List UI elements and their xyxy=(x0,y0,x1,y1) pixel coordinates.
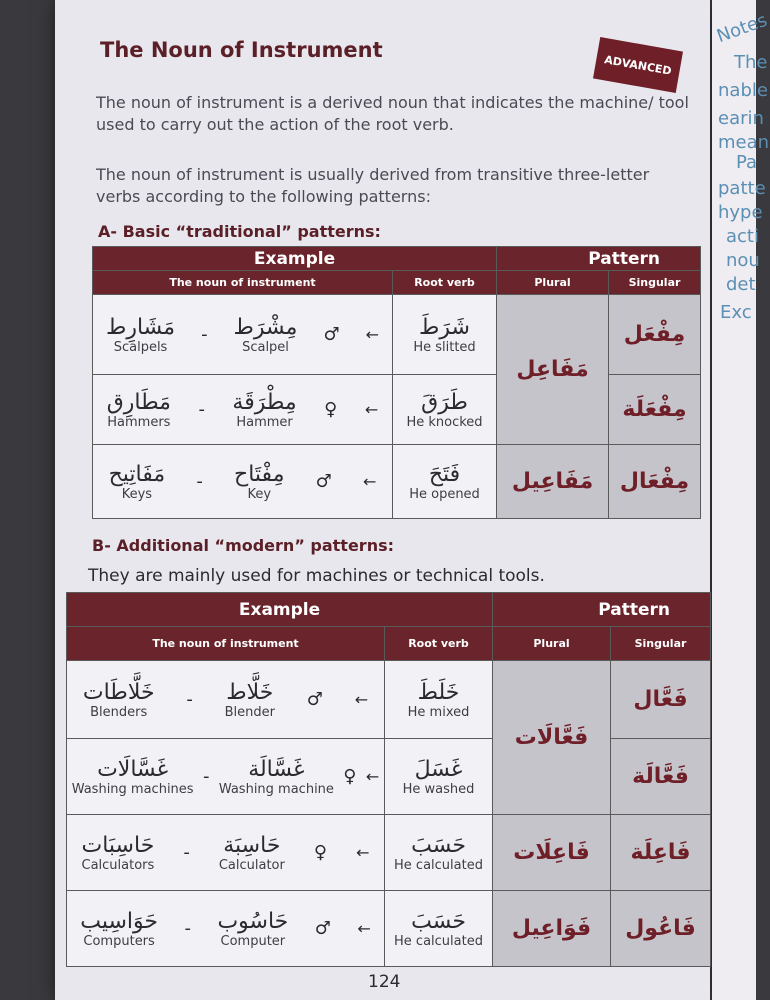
noun-cell xyxy=(67,739,385,815)
arrow-left-icon: ← xyxy=(356,843,370,862)
table-header-row xyxy=(93,247,701,271)
table-subheader-row xyxy=(67,627,711,661)
singular-pattern-cell xyxy=(611,739,711,815)
next-page-fragment: Notes xyxy=(713,9,770,48)
singular-pattern-cell xyxy=(609,375,701,445)
male-symbol-icon: ♂ xyxy=(314,918,331,939)
singular-english: Computer xyxy=(220,933,286,949)
noun-header: The noun of instrument xyxy=(67,627,385,661)
table-modern-patterns xyxy=(66,592,711,967)
singular-pattern: فَعَّالَة xyxy=(632,764,689,789)
root-english: He calculated xyxy=(394,933,483,949)
singular-pattern: مِفْعَال xyxy=(619,469,690,494)
next-page-fragment: Exc xyxy=(720,302,752,323)
singular-english: Scalpel xyxy=(242,339,289,355)
singular-pattern: مِفْعَل xyxy=(623,322,686,347)
root-arabic: شَرَطَ xyxy=(419,314,470,340)
arrow-left-icon: ← xyxy=(357,919,371,938)
arrow-left-icon: ← xyxy=(362,472,377,491)
singular-arabic: خَلَّاط xyxy=(226,679,274,705)
next-page-fragment: mean xyxy=(718,132,770,153)
plural-pattern-cell xyxy=(493,661,611,815)
dash-separator: - xyxy=(184,918,191,939)
example-header: Example xyxy=(93,247,497,271)
dash-separator: - xyxy=(201,324,208,345)
next-page-fragment: patte xyxy=(718,178,766,199)
dash-separator: - xyxy=(196,471,203,492)
root-english: He calculated xyxy=(394,857,483,873)
next-page-fragment: Pa xyxy=(736,152,758,173)
pattern-header: Pattern xyxy=(497,247,701,271)
arrow-left-icon: ← xyxy=(365,767,380,786)
noun-cell xyxy=(67,815,385,891)
plural-english: Computers xyxy=(83,933,155,949)
example-header: Example xyxy=(67,593,493,627)
plural-arabic: مَشَارِط xyxy=(105,314,176,340)
intro-paragraph: The noun of instrument is a derived noun that indicates the machine/ tool used to carry out the action of the root verb. xyxy=(96,93,689,134)
plural-english: Hammers xyxy=(107,414,171,430)
plural-pattern-cell xyxy=(497,295,609,445)
root-arabic: طَرَقَ xyxy=(421,389,468,415)
singular-english: Key xyxy=(247,486,272,502)
next-page-fragment: earin xyxy=(718,108,764,129)
noun-header: The noun of instrument xyxy=(93,271,393,295)
singular-pattern: فَاعُول xyxy=(625,916,696,941)
root-arabic: فَتَحَ xyxy=(428,461,461,487)
root-cell xyxy=(385,891,493,967)
root-arabic: خَلَطَ xyxy=(417,679,460,705)
table-row xyxy=(67,739,711,815)
dash-separator: - xyxy=(202,766,210,787)
section-a-heading: A- Basic “traditional” patterns: xyxy=(98,222,381,241)
dash-separator: - xyxy=(183,842,190,863)
table-row xyxy=(93,295,701,375)
next-page-edge xyxy=(712,0,770,1000)
plural-pattern-cell xyxy=(493,891,611,967)
singular-pattern-cell xyxy=(609,445,701,519)
pattern-header: Pattern xyxy=(493,593,711,627)
root-english: He opened xyxy=(409,486,480,502)
root-cell xyxy=(385,815,493,891)
noun-cell xyxy=(67,891,385,967)
plural-arabic: حَاسِبَات xyxy=(81,832,155,858)
singular-arabic: حَاسُوب xyxy=(217,908,289,934)
root-cell xyxy=(393,295,497,375)
table-row xyxy=(93,445,701,519)
noun-cell xyxy=(93,295,393,375)
noun-cell xyxy=(93,445,393,519)
page-title: The Noun of Instrument xyxy=(100,38,383,62)
advanced-badge: ADVANCED xyxy=(593,37,683,93)
plural-english: Blenders xyxy=(90,704,148,720)
section-b-heading: B- Additional “modern” patterns: xyxy=(92,536,394,555)
plural-arabic: مَفَاتِيح xyxy=(108,461,166,487)
singular-arabic: مِطْرَقَة xyxy=(232,389,297,415)
root-arabic: حَسَبَ xyxy=(411,908,466,934)
table-header-row xyxy=(67,593,711,627)
next-page-fragment: hype xyxy=(718,202,763,223)
plural-arabic: حَوَاسِيب xyxy=(80,908,158,934)
male-symbol-icon: ♂ xyxy=(306,689,323,710)
singular-english: Washing machine xyxy=(218,781,334,797)
patterns-paragraph: The noun of instrument is usually derived from transitive three-letter verbs according to the following patterns: xyxy=(96,165,650,206)
singular-english: Hammer xyxy=(236,414,293,430)
singular-pattern: فَعَّال xyxy=(633,687,688,712)
plural-arabic: خَلَّاطَات xyxy=(82,679,155,705)
root-arabic: غَسَلَ xyxy=(414,756,463,782)
singular-pattern-cell xyxy=(609,295,701,375)
noun-cell xyxy=(93,375,393,445)
page-number: 124 xyxy=(368,972,401,992)
root-header: Root verb xyxy=(385,627,493,661)
plural-pattern: مَفَاعِيل xyxy=(511,469,594,494)
male-symbol-icon: ♂ xyxy=(323,324,340,345)
next-page-fragment: det xyxy=(726,274,756,295)
singular-header: Singular xyxy=(611,627,711,661)
table-row xyxy=(67,661,711,739)
arrow-left-icon: ← xyxy=(365,325,379,344)
table-row xyxy=(67,891,711,967)
root-cell xyxy=(393,375,497,445)
root-arabic: حَسَبَ xyxy=(411,832,466,858)
plural-pattern: فَاعِلَات xyxy=(513,840,590,865)
root-english: He washed xyxy=(402,781,475,797)
plural-english: Washing machines xyxy=(71,781,194,797)
table-row xyxy=(93,375,701,445)
next-page-fragment: nable xyxy=(718,80,768,101)
root-header: Root verb xyxy=(393,271,497,295)
next-page-fragment: nou xyxy=(726,250,760,271)
root-cell xyxy=(393,445,497,519)
dash-separator: - xyxy=(198,399,205,420)
female-symbol-icon: ♀ xyxy=(343,766,357,787)
female-symbol-icon: ♀ xyxy=(324,399,338,420)
plural-english: Keys xyxy=(121,486,153,502)
plural-header: Plural xyxy=(497,271,609,295)
singular-arabic: مِشْرَط xyxy=(233,314,298,340)
singular-pattern-cell xyxy=(611,815,711,891)
table-subheader-row xyxy=(93,271,701,295)
root-english: He mixed xyxy=(407,704,470,720)
plural-english: Scalpels xyxy=(113,339,168,355)
plural-header: Plural xyxy=(493,627,611,661)
plural-pattern: مَفَاعِل xyxy=(516,357,589,382)
table-traditional-patterns xyxy=(92,246,701,519)
singular-arabic: مِفْتَاح xyxy=(234,461,285,487)
singular-arabic: حَاسِبَة xyxy=(223,832,281,858)
plural-english: Calculators xyxy=(81,857,155,873)
plural-pattern-cell xyxy=(493,815,611,891)
arrow-left-icon: ← xyxy=(364,400,379,419)
dash-separator: - xyxy=(186,689,193,710)
arrow-left-icon: ← xyxy=(354,690,369,709)
next-page-fragment: acti xyxy=(726,226,759,247)
root-cell xyxy=(385,739,493,815)
plural-arabic: مَطَارِق xyxy=(106,389,171,415)
male-symbol-icon: ♂ xyxy=(315,471,332,492)
singular-pattern: فَاعِلَة xyxy=(630,840,691,865)
root-english: He slitted xyxy=(413,339,476,355)
noun-cell xyxy=(67,661,385,739)
singular-arabic: غَسَّالَة xyxy=(248,756,305,782)
next-page-fragment: The xyxy=(734,52,768,73)
root-english: He knocked xyxy=(406,414,483,430)
singular-pattern-cell xyxy=(611,891,711,967)
section-b-note: They are mainly used for machines or technical tools. xyxy=(88,566,545,586)
singular-pattern-cell xyxy=(611,661,711,739)
plural-pattern: فَعَّالَات xyxy=(514,725,589,750)
root-cell xyxy=(385,661,493,739)
plural-pattern: فَوَاعِيل xyxy=(511,916,592,941)
table-row xyxy=(67,815,711,891)
singular-english: Blender xyxy=(224,704,275,720)
female-symbol-icon: ♀ xyxy=(313,842,328,863)
plural-arabic: غَسَّالَات xyxy=(97,756,169,782)
singular-english: Calculator xyxy=(218,857,285,873)
singular-header: Singular xyxy=(609,271,701,295)
singular-pattern: مِفْعَلَة xyxy=(622,397,687,422)
plural-pattern-cell xyxy=(497,445,609,519)
